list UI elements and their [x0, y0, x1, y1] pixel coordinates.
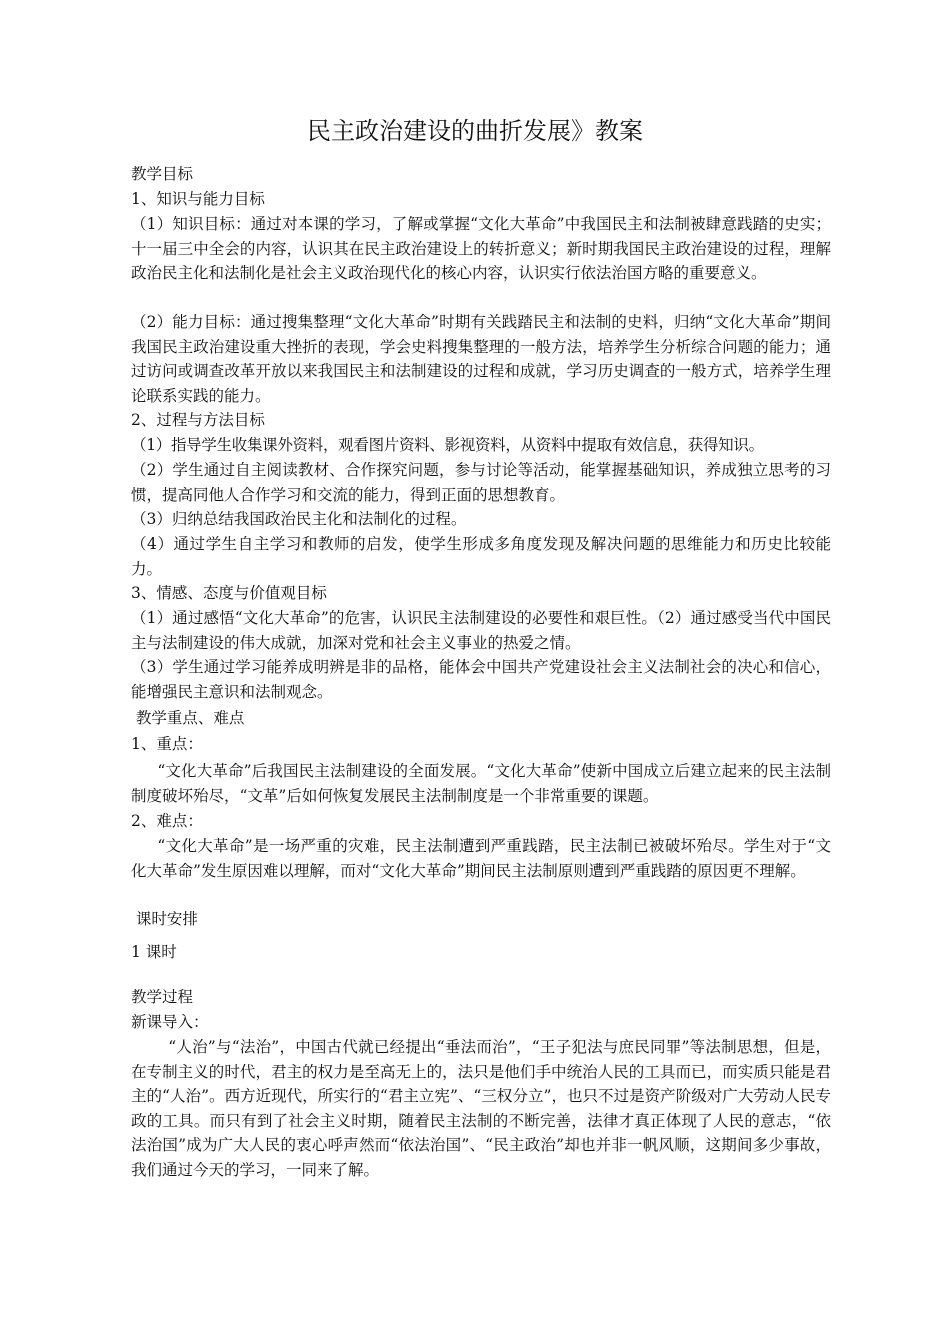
- heading-process-method: 2、过程与方法目标: [131, 411, 265, 429]
- paragraph-ability-goal: （2）能力目标：通过搜集整理“文化大革命”时期有关践踏民主和法制的史料，归纳“文化大革命”期间我国民主政治建设重大挫折的表现，学会史料搜集整理的一般方法，培养学生分析综合问题的能力；通过访问或调查改革开放以来我国民主和法制建设的过程和成就，学习历史调查的一般方式，培养学生理论联系实践的能力。: [131, 313, 831, 405]
- document-title: 民主政治建设的曲折发展》教案: [307, 117, 643, 145]
- paragraph-process-3: （3）归纳总结我国政治民主化和法制化的过程。: [131, 510, 467, 528]
- heading-teaching-goals: 教学目标: [131, 165, 194, 183]
- heading-lesson-intro: 新课导入：: [131, 1013, 209, 1031]
- paragraph-difficult-point: “文化大革命”是一场严重的灾难，民主法制遭到严重践踏，民主法制已被破坏殆尽。学生对于“文化大革命”发生原因难以理解，而对“文化大革命”期间民主法制原则遭到严重践踏的原因更不理解。: [131, 837, 831, 880]
- heading-teaching-process: 教学过程: [131, 988, 194, 1006]
- heading-class-hours: 课时安排: [131, 910, 198, 928]
- heading-key-difficult-points: 教学重点、难点: [131, 709, 245, 727]
- paragraph-class-hours: 1 课时: [131, 943, 177, 961]
- paragraph-process-1: （1）指导学生收集课外资料，观看图片资料、影视资料，从资料中提取有效信息，获得知识。: [131, 436, 764, 454]
- paragraph-process-4: （4）通过学生自主学习和教师的启发，使学生形成多角度发现及解决问题的思维能力和历史比较能力。: [131, 535, 831, 578]
- paragraph-emotion-1-2: （1）通过感悟“文化大革命”的危害，认识民主法制建设的必要性和艰巨性。（2）通过感受当代中国民主与法制建设的伟大成就，加深对党和社会主义事业的热爱之情。: [131, 609, 831, 652]
- paragraph-emotion-3: （3）学生通过学习能养成明辨是非的品格，能体会中国共产党建设社会主义法制社会的决心和信心，能增强民主意识和法制观念。: [131, 658, 831, 701]
- paragraph-knowledge-goal: （1）知识目标：通过对本课的学习，了解或掌握“文化大革命”中我国民主和法制被肆意践踏的史实；十一届三中全会的内容，认识其在民主政治建设上的转折意义；新时期我国民主政治建设的过程，理解政治民主化和法制化是社会主义政治现代化的核心内容，认识实行依法治国方略的重要意义。: [131, 215, 831, 282]
- paragraph-key-point: “文化大革命”后我国民主法制建设的全面发展。“文化大革命”使新中国成立后建立起来的民主法制制度破坏殆尽，“文革”后如何恢复发展民主法制制度是一个非常重要的课题。: [131, 762, 831, 805]
- heading-emotion-values: 3、情感、态度与价值观目标: [131, 584, 327, 602]
- heading-knowledge-ability: 1、知识与能力目标: [131, 190, 265, 208]
- paragraph-process-2: （2）学生通过自主阅读教材、合作探究问题，参与讨论等活动，能掌握基础知识，养成独立思考的习惯，提高同他人合作学习和交流的能力，得到正面的思想教育。: [131, 461, 831, 504]
- paragraph-lesson-intro: “人治”与“法治”，中国古代就已经提出“垂法而治”，“王子犯法与庶民同罪”等法制思想，但是，在专制主义的时代，君主的权力是至高无上的，法只是他们手中统治人民的工具而已，而实质只能是君主的“人治”。西方近现代，所实行的“君主立宪”、“三权分立”，也只不过是资产阶级对广大劳动人民专政的工具。而只有到了社会主义时期，随着民主法制的不断完善，法律才真正体现了人民的意志，“依法治国”成为广大人民的衷心呼声然而“依法治国”、“民主政治”却也并非一帆风顺，这期间多少事故，我们通过今天的学习，一同来了解。: [131, 1038, 831, 1179]
- heading-key-point: 1、重点：: [131, 735, 203, 753]
- heading-difficult-point: 2、难点：: [131, 812, 203, 830]
